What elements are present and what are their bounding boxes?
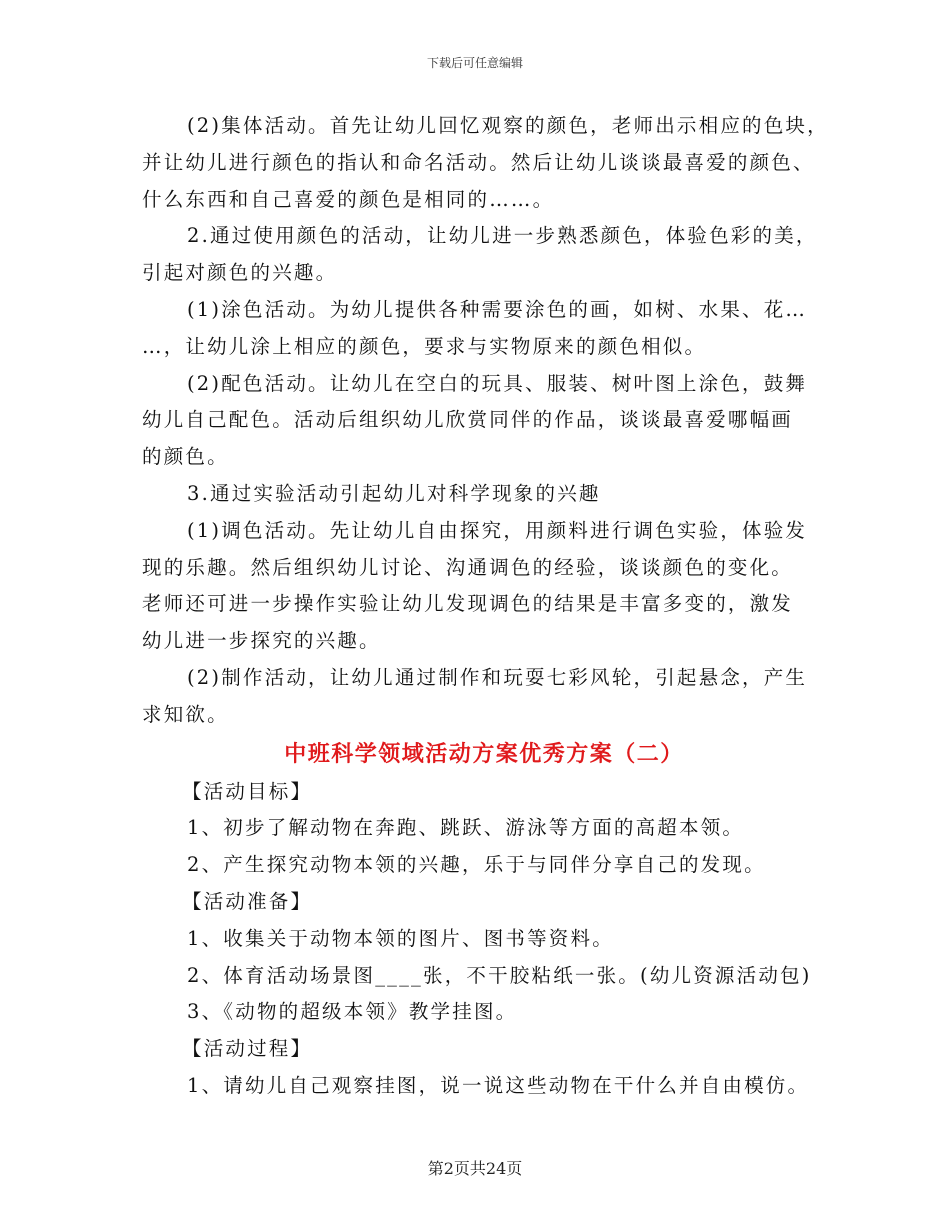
section-title: 中班科学领域活动方案优秀方案（二） xyxy=(284,740,684,767)
paragraph-line: 并让幼儿进行颜色的指认和命名活动。然后让幼儿谈谈最喜爱的颜色、 xyxy=(142,150,815,174)
paragraph-line: 1、收集关于动物本领的图片、图书等资料。 xyxy=(187,926,614,950)
page-number: 第2页共24页 xyxy=(427,1159,523,1178)
paragraph-line: (2)集体活动。首先让幼儿回忆观察的颜色，老师出示相应的色块， xyxy=(187,114,829,137)
paragraph-line: (1)调色活动。先让幼儿自由探究，用颜料进行调色实验，体验发 xyxy=(187,518,808,542)
paragraph-line: 3.通过实验活动引起幼儿对科学现象的兴趣 xyxy=(187,481,601,505)
section-heading: 【活动目标】 xyxy=(182,779,313,803)
paragraph-line: (2)配色活动。让幼儿在空白的玩具、服装、树叶图上涂色，鼓舞 xyxy=(187,371,808,395)
paragraph-line: 幼儿进一步探究的兴趣。 xyxy=(142,629,381,653)
document-body xyxy=(142,108,829,1105)
section-heading: 【活动过程】 xyxy=(182,1037,313,1061)
paragraph-line: …，让幼儿涂上相应的颜色，要求与实物原来的颜色相似。 xyxy=(142,334,707,358)
section-heading: 【活动准备】 xyxy=(182,889,313,913)
paragraph-line: 2、产生探究动物本领的兴趣，乐于与同伴分享自己的发现。 xyxy=(187,853,766,877)
paragraph-line: (2)制作活动，让幼儿通过制作和玩耍七彩风轮，引起悬念，产生 xyxy=(187,665,808,689)
paragraph-line: 老师还可进一步操作实验让幼儿发现调色的结果是丰富多变的，激发 xyxy=(142,592,794,616)
paragraph-line: 1、初步了解动物在奔跑、跳跃、游泳等方面的高超本领。 xyxy=(187,816,745,840)
paragraph-line: (1)涂色活动。为幼儿提供各种需要涂色的画，如树、水果、花… xyxy=(187,297,808,321)
paragraph-line: 幼儿自己配色。活动后组织幼儿欣赏同伴的作品，谈谈最喜爱哪幅画 xyxy=(142,408,794,432)
paragraph-line: 2.通过使用颜色的活动，让幼儿进一步熟悉颜色，体验色彩的美， xyxy=(187,224,818,248)
paragraph-line: 现的乐趣。然后组织幼儿讨论、沟通调色的经验，谈谈颜色的变化。 xyxy=(142,555,794,579)
paragraph-line: 引起对颜色的兴趣。 xyxy=(142,261,338,285)
paragraph-line: 的颜色。 xyxy=(142,445,229,469)
paragraph-line: 求知欲。 xyxy=(142,702,229,726)
paragraph-line: 2、体育活动场景图____张，不干胶粘纸一张。(幼儿资源活动包) xyxy=(187,963,812,987)
paragraph-line: 3、《动物的超级本领》教学挂图。 xyxy=(187,1000,518,1024)
page-header-note: 下载后可任意编辑 xyxy=(426,56,523,70)
paragraph-line: 什么东西和自己喜爱的颜色是相同的……。 xyxy=(142,187,555,211)
paragraph-line: 1、请幼儿自己观察挂图，说一说这些动物在干什么并自由模仿。 xyxy=(187,1073,810,1097)
